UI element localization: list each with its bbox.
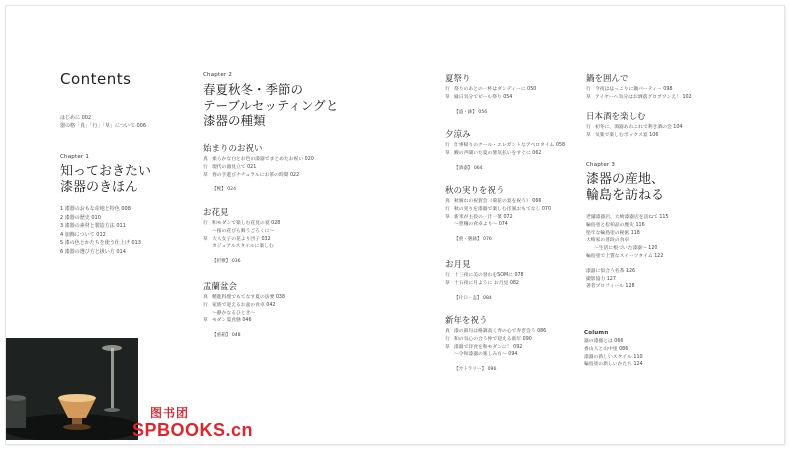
entry: カジュアルスタイルに楽しむ — [212, 244, 274, 250]
section-title: 秋の実りを祝う — [445, 186, 505, 196]
chapter2-title-line: 春夏秋冬・季節の — [203, 82, 304, 97]
section-hajimari — [203, 142, 314, 192]
category-tag: 【重箱】 048 — [212, 333, 241, 339]
watermark-logo-en: SPBOOKS.cn — [132, 420, 254, 440]
photo-illustration — [6, 338, 138, 440]
entry: 真 漆の節句は格調高く寿の心で寿ぎ会う 086 — [445, 329, 547, 334]
list-item: 1 漆器のおもな産地と特色 008 — [60, 206, 131, 212]
chapter3-list — [586, 214, 669, 291]
chapter1-label: Chapter 1 — [60, 154, 90, 160]
chapter1-title — [60, 164, 151, 197]
entry-list — [445, 142, 565, 158]
list-item: 6 漆器の選び方と扱い方 014 — [60, 248, 126, 255]
section-title: お花見 — [203, 208, 229, 218]
page-title: Contents — [60, 70, 132, 88]
section-title: 日本酒を楽しむ — [586, 112, 646, 122]
entry-list — [445, 198, 551, 229]
entry: 草 気楽で楽しむボックス宴 106 — [586, 132, 659, 138]
chapter2-title-line: テーブルセッティングと — [203, 97, 339, 113]
intro-item: はじめに 002 — [60, 115, 92, 121]
section-ohanami — [203, 206, 280, 264]
entry: 行 秋の実りを漆器で楽しむ洋風おもてなし 070 — [445, 206, 552, 212]
entry: 真 柔らかな白とお色の漆器でまとめたお祝い 020 — [203, 157, 314, 162]
section-aki-no-minori — [445, 184, 551, 242]
entry: 草 縁日気分でビール祭り 054 — [445, 94, 513, 100]
section-nihonshu — [586, 110, 682, 140]
chapter3-label: Chapter 3 — [586, 162, 616, 168]
chapter2-title-line: 漆器の種類 — [203, 113, 266, 129]
entry-list — [586, 86, 692, 102]
column-box — [584, 330, 722, 369]
entry: 行 家族で迎えるお盆の食卓 042 — [203, 302, 276, 308]
column-label: Column — [584, 330, 609, 336]
entry: 行 初冬に、酒器あれこれで利き酒の会 104 — [586, 125, 683, 130]
entry-list — [203, 156, 314, 179]
entry: 草 モダン夏食膳 046 — [203, 318, 252, 324]
entry: 草 アイヤーへ気分はお洒落グロブワンえ！ 102 — [586, 94, 692, 100]
entry: 行 十三夜に美の誉れをSOMに 078 — [445, 273, 524, 278]
list-item: 漆器に似合う名茶 126 — [586, 268, 636, 274]
entry: 草 十五夜に月ように お月見 082 — [445, 280, 519, 286]
intro-list — [60, 114, 146, 130]
chapter1-title-line: 漆器のきほん — [60, 180, 139, 196]
entry-list — [445, 328, 546, 359]
section-otsukimi — [445, 258, 524, 301]
list-item: 器の漆器とは 066 — [584, 339, 624, 344]
entry-list — [203, 294, 285, 325]
list-item: 輪島塗と松柏品の歴史 116 — [586, 222, 645, 228]
entry: 草 漆器で洋食を和モダンに！ 092 — [445, 344, 523, 350]
entry: 〜豊穣の食卓より〜 074 — [454, 222, 508, 228]
category-tag: 【酒器】 064 — [454, 165, 483, 171]
lacquerware-photo — [6, 338, 138, 440]
list-item: 老舗漆器店、大崎漆器店を訪ねて 115 — [586, 215, 669, 220]
entry: 〜桜の花びら舞うごろくに〜 — [212, 228, 275, 234]
section-urabon — [203, 280, 285, 338]
chapter3-title-line: 輪島を訪ねる — [586, 188, 665, 204]
section-title: 夏祭り — [445, 74, 471, 84]
chapter2-title — [203, 82, 338, 129]
entry: 草 新米が主役の一汁一菜 072 — [445, 214, 513, 220]
entry: 〜静かなるひとき〜 — [212, 310, 256, 316]
section-shinnen — [445, 314, 546, 372]
chapter3-title — [586, 172, 664, 205]
section-title: 始まりのお祝い — [203, 144, 263, 154]
entry-list — [445, 86, 536, 102]
entry: 真 秋晴れの祝賀会（菊花の宴を祝う） 066 — [445, 199, 542, 204]
chapter1-title-line: 知っておきたい — [60, 164, 152, 179]
list-item: 堅牢な輪島塗の秘密 118 — [586, 230, 640, 236]
list-item: 輪島塗の新しいかたち 124 — [584, 362, 643, 368]
list-item: 2 漆器の歴史 010 — [60, 214, 101, 221]
list-item: 輪島塗で上質なスイーツタイム 122 — [586, 253, 664, 259]
entry: 行 和モダンで楽しむ花見の宴 028 — [203, 221, 281, 226]
list-item: 撮影協力 127 — [586, 276, 616, 282]
section-yusuzumi — [445, 128, 565, 171]
section-title: お月見 — [445, 260, 471, 270]
entry: 行 仕事帰りのクール・エレガントなアペロタイム 058 — [445, 143, 566, 148]
category-tag: 【折敷】 036 — [212, 259, 241, 265]
entry: 真 精進料理でもてなす夏の法要 038 — [203, 295, 286, 300]
section-title: 新年を祝う — [445, 316, 488, 326]
entry-list — [203, 220, 280, 251]
entry-list — [445, 272, 524, 288]
chapter2-label: Chapter 2 — [203, 72, 233, 78]
list-item: 4 加飾について 012 — [60, 231, 106, 238]
entry: 行 和の気心の合う仲で迎える新年 090 — [445, 336, 532, 342]
entry: 行 今夜はほっこりに鍋パーティー 098 — [586, 87, 673, 92]
entry: 〜令和漆器の楽しみ方〜 094 — [454, 352, 518, 358]
watermark-logo-cn: 图书团 — [150, 406, 190, 420]
list-item: 〜生活に根づいた漆器〜 120 — [594, 246, 658, 252]
entry: 草 大人女子の花より団子 032 — [203, 236, 271, 242]
category-tag: 【カトラリー】 096 — [454, 367, 497, 373]
section-title: 夕涼み — [445, 130, 471, 140]
category-tag: 【椀】 024 — [212, 187, 237, 193]
list-item: 香山人と山中塗 086 — [584, 346, 629, 352]
list-item: 著者プロフィール 128 — [586, 284, 635, 290]
category-tag: 【盛・鉢】 056 — [454, 109, 488, 115]
entry: 草 春の手遊びナチュラルにお茶の時間 022 — [203, 172, 300, 178]
list-item: 大崎家の普段の食卓 — [586, 238, 630, 244]
entry: 行 現代の器見立て 021 — [203, 164, 257, 170]
intro-item: 器の格「真」「行」「草」について 006 — [60, 123, 147, 129]
entry: 草 鰻の声聞いた夏の暑気払いをすぐに 062 — [445, 150, 542, 156]
column-list — [584, 338, 722, 369]
list-item: 漆器の新しいスタイル 110 — [584, 354, 643, 360]
section-nabe — [586, 72, 692, 102]
chapter3-title-line: 漆器の産地、 — [586, 172, 665, 187]
entry: 行 祭りのあとの一杯はダンディーに 050 — [445, 87, 537, 92]
category-tag: 【重・膳鉢】 076 — [454, 237, 492, 243]
category-tag: 【片口・盃】 084 — [454, 295, 492, 301]
chapter1-list — [60, 205, 141, 256]
list-item: 3 漆器の素材と製造方法 011 — [60, 223, 126, 229]
section-title: 盂蘭盆会 — [203, 282, 238, 292]
list-item: 5 漆の色とかたちを使う仕上げ 013 — [60, 240, 141, 246]
section-natsumatsuri — [445, 72, 536, 115]
entry-list — [586, 124, 682, 140]
section-title: 鍋を囲んで — [586, 74, 629, 84]
